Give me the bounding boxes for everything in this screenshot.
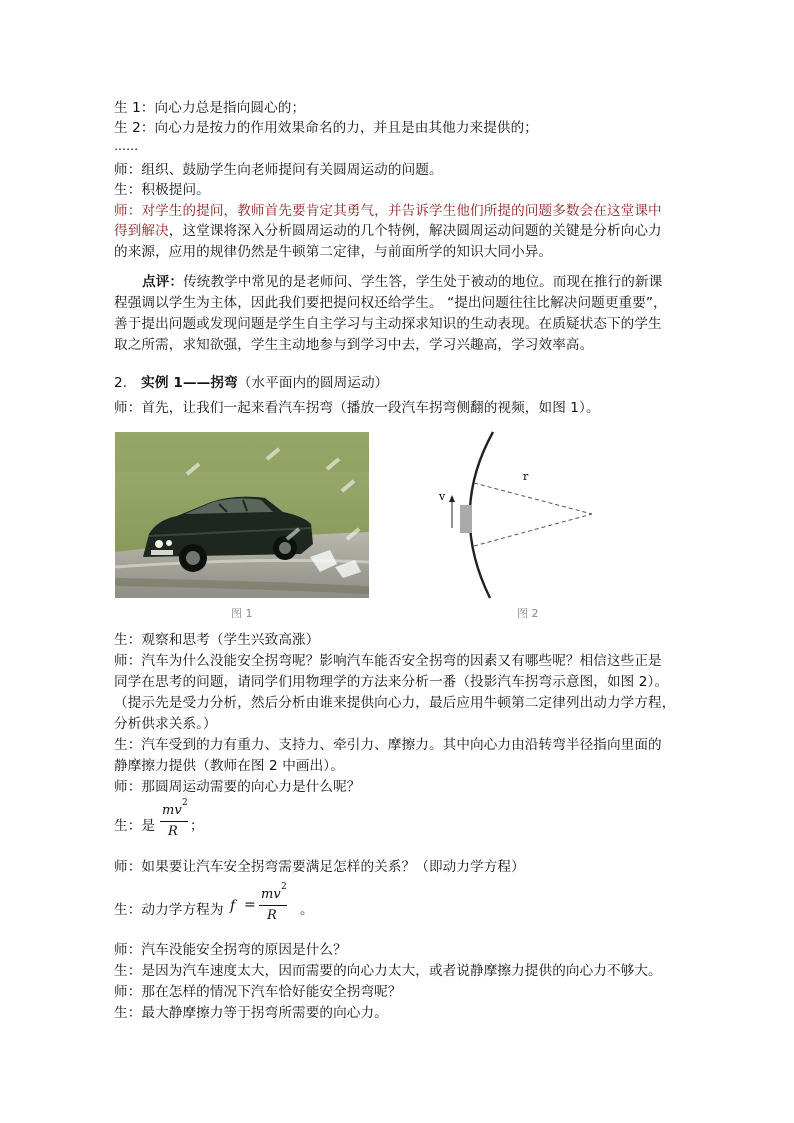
fraction-numerator: mv bbox=[261, 887, 281, 902]
highlighted-line: 师：对学生的提问，教师首先要肯定其勇气，并告诉学生他们所提的问题多数会在这堂课中 bbox=[114, 203, 662, 219]
paragraph-line: 的来源，应用的规律仍然是牛顿第二定律，与前面所学的知识大同小异。 bbox=[114, 244, 553, 260]
radius-line-bottom bbox=[474, 514, 592, 546]
figure-1-caption: 图 1 bbox=[231, 607, 253, 620]
turn-diagram bbox=[430, 428, 610, 603]
paragraph-line: 静摩擦力提供（教师在图 2 中画出）。 bbox=[114, 758, 344, 774]
friction-fraction bbox=[259, 884, 289, 928]
paragraph-line bbox=[114, 221, 662, 241]
paragraph-text: ，这堂课将深入分析圆周运动的几个特例，解决圆周运动问题的关键是分析向心力 bbox=[168, 223, 662, 239]
paragraph-line: 分析供求关系。） bbox=[114, 716, 217, 732]
comment-line: 程强调以学生为主体，因此我们要把提问权还给学生。 “提出问题往往比解决问题更重要”， bbox=[114, 295, 667, 311]
paragraph-line: 生 2：向心力是按力的作用效果命名的力，并且是由其他力来提供的； bbox=[114, 120, 538, 136]
section-subtitle: （水平面内的圆周运动） bbox=[237, 375, 389, 391]
section-heading bbox=[114, 373, 388, 393]
paragraph-line: 生：最大静摩擦力等于拐弯所需要的向心力。 bbox=[114, 1005, 388, 1021]
comment-line: 善于提出问题或发现问题是学生自主学习与主动探求知识的生动表现。在质疑状态下的学生 bbox=[114, 316, 662, 332]
comment-line bbox=[142, 272, 662, 292]
ellipsis: …… bbox=[114, 139, 139, 153]
paragraph-line: 师：汽车没能安全拐弯的原因是什么？ bbox=[114, 942, 347, 958]
velocity-label: v bbox=[439, 490, 446, 503]
equation-f-symbol: f bbox=[230, 898, 236, 914]
figure-2-caption: 图 2 bbox=[517, 607, 539, 620]
radius-label: r bbox=[523, 470, 529, 483]
radius-line-top bbox=[474, 483, 592, 514]
fraction-bar bbox=[160, 821, 188, 822]
comment-text: 传统教学中常见的是老师问、学生答，学生处于被动的地位。而现在推行的新课 bbox=[183, 274, 663, 290]
highlighted-text: 得到解决 bbox=[114, 223, 169, 239]
equation-line-1 bbox=[114, 816, 155, 836]
equation-prefix: 生：是 bbox=[114, 818, 156, 834]
curved-road-arc bbox=[470, 432, 493, 598]
fraction-denominator: R bbox=[267, 908, 277, 923]
paragraph-line: （提示先是受力分析，然后分析由谁来提供向心力，最后应用牛顿第二定律列出动力学方程， bbox=[114, 695, 676, 711]
section-number: 2. bbox=[114, 375, 128, 391]
paragraph-line: 师：组织、鼓励学生向老师提问有关圆周运动的问题。 bbox=[114, 162, 443, 178]
paragraph-line: 师：首先，让我们一起来看汽车拐弯（播放一段汽车拐弯侧翻的视频，如图 1）。 bbox=[114, 400, 600, 416]
paragraph-line: 生：观察和思考（学生兴致高涨） bbox=[114, 632, 320, 648]
equation-prefix: 生：动力学方程为 bbox=[114, 902, 224, 918]
paragraph-line: 同学在思考的问题，请同学们用物理学的方法来分析一番（投影汽车拐弯示意图，如图 2）。 bbox=[114, 674, 669, 690]
car-photo-illustration bbox=[115, 432, 369, 598]
paragraph-line: 生：积极提问。 bbox=[114, 182, 210, 198]
car-video-still bbox=[115, 432, 369, 598]
equation-equals: = bbox=[244, 897, 256, 913]
paragraph-line: 生 1：向心力总是指向圆心的； bbox=[114, 100, 306, 116]
fraction-numerator: mv bbox=[162, 803, 182, 818]
comment-line: 取之所需，求知欲强，学生主动地参与到学习中去，学习兴趣高，学习效率高。 bbox=[114, 337, 594, 353]
paragraph-line: 师：那圆周运动需要的向心力是什么呢？ bbox=[114, 779, 361, 795]
paragraph-line: 生：汽车受到的力有重力、支持力、牵引力、摩擦力。其中向心力由沿转弯半径指向里面的 bbox=[114, 737, 662, 753]
equation-suffix: 。 bbox=[300, 902, 314, 918]
section-title: 实例 1——拐弯 bbox=[141, 375, 238, 391]
velocity-arrow-head bbox=[449, 495, 455, 502]
car-block bbox=[460, 505, 472, 533]
centripetal-force-fraction bbox=[160, 800, 190, 844]
paragraph-line: 生：是因为汽车速度太大，因而需要的向心力太大，或者说静摩擦力提供的向心力不够大。 bbox=[114, 963, 662, 979]
paragraph-line: 师：那在怎样的情况下汽车恰好能安全拐弯呢？ bbox=[114, 984, 402, 1000]
fraction-exponent: 2 bbox=[182, 798, 188, 808]
comment-label: 点评： bbox=[142, 274, 184, 290]
equation-line-2 bbox=[114, 900, 224, 920]
paragraph-line: 师：如果要让汽车安全拐弯需要满足怎样的关系？（即动力学方程） bbox=[114, 859, 525, 875]
fraction-bar bbox=[259, 905, 287, 906]
fraction-exponent: 2 bbox=[281, 882, 287, 892]
paragraph-line: 师：汽车为什么没能安全拐弯呢？影响汽车能否安全拐弯的因素又有哪些呢？相信这些正是 bbox=[114, 653, 662, 669]
equation-suffix: ； bbox=[190, 818, 204, 834]
fraction-denominator: R bbox=[168, 824, 178, 839]
